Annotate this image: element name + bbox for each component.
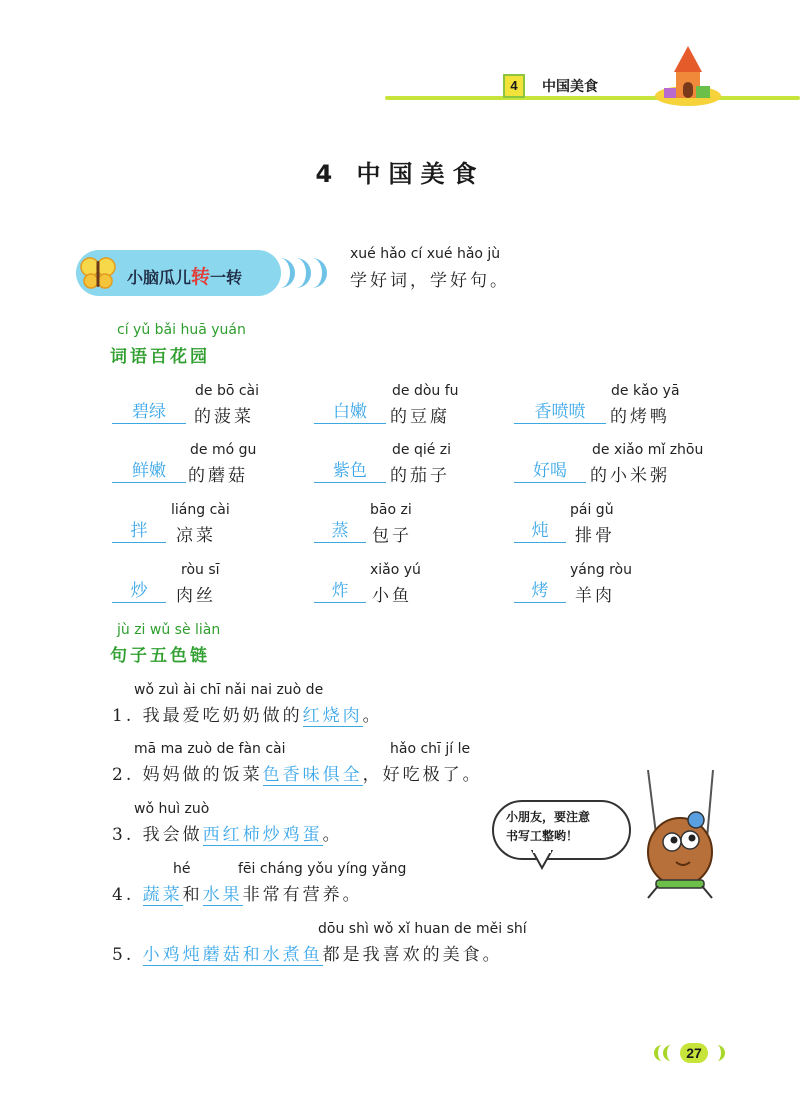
sentence-pinyin: mā ma zuò de fàn cài (134, 741, 286, 757)
sentence-text: 妈妈做的饭菜 (142, 765, 263, 785)
sentence-answer[interactable]: 色香味俱全 (262, 765, 363, 785)
banner-label-highlight: 转 (191, 266, 211, 288)
banner-label-part2: 一转 (210, 268, 243, 287)
word-blank[interactable]: 蒸 (314, 520, 366, 543)
word-blank[interactable]: 炖 (514, 520, 566, 543)
word-blank[interactable]: 烤 (514, 580, 566, 603)
word-blank[interactable]: 碧绿 (112, 401, 186, 424)
swing-character-icon (628, 770, 728, 900)
sentence-pinyin: wǒ huì zuò (134, 801, 210, 817)
word-text: 的豆腐 (390, 407, 450, 427)
word-blank[interactable]: 拌 (112, 520, 166, 543)
sentence-number: 5. (112, 945, 135, 965)
sentence-text: 我会做 (142, 825, 203, 845)
sentence-answer[interactable]: 西红柿炒鸡蛋 (202, 825, 323, 845)
section1-pinyin: cí yǔ bǎi huā yuán (117, 322, 246, 338)
word-text: 的蘑菇 (188, 466, 248, 486)
page-title: 4 中国美食 (315, 160, 485, 188)
section2-pinyin: jù zi wǔ sè liàn (117, 622, 221, 638)
word-text: 的烤鸭 (610, 407, 670, 427)
page-number: 27 (680, 1043, 708, 1063)
header-lesson-number: 4 (503, 74, 525, 98)
word-pinyin: xiǎo yú (370, 562, 421, 578)
pencil-house-icon (652, 44, 724, 108)
word-text: 的茄子 (390, 466, 450, 486)
word-blank[interactable]: 香喷喷 (514, 401, 606, 424)
word-pinyin: yáng ròu (570, 562, 632, 578)
page-deco (714, 1045, 725, 1061)
sentence-4 (112, 880, 363, 905)
sentence-end: 。 (362, 706, 383, 726)
word-text: 的菠菜 (194, 407, 254, 427)
word-pinyin: bāo zi (370, 502, 412, 518)
sentence-end: 非常有营养。 (242, 885, 363, 905)
header-rule (385, 96, 800, 100)
word-blank[interactable]: 好喝 (514, 460, 586, 483)
word-pinyin: ròu sī (181, 562, 220, 578)
sentence-end: 。 (322, 825, 343, 845)
word-pinyin: liáng cài (171, 502, 230, 518)
word-text: 小鱼 (372, 586, 412, 606)
sentence-text: 和 (182, 885, 203, 905)
word-blank[interactable]: 炸 (314, 580, 366, 603)
sentence-5 (112, 940, 503, 965)
sentence-answer[interactable]: 小鸡炖蘑菇和水煮鱼 (142, 945, 323, 965)
word-pinyin: de mó gu (190, 442, 257, 458)
banner-pinyin: xué hǎo cí xué hǎo jù (350, 246, 501, 262)
page-deco (663, 1045, 674, 1061)
sentence-3 (112, 820, 343, 845)
sentence-text: 我最爱吃奶奶做的 (142, 706, 303, 726)
word-blank[interactable]: 白嫩 (314, 401, 386, 424)
word-text: 排骨 (575, 526, 615, 546)
speech-bubble-text (506, 808, 626, 846)
word-blank[interactable]: 紫色 (314, 460, 386, 483)
speech-bubble-tail (528, 850, 558, 870)
word-text: 凉菜 (176, 526, 216, 546)
sentence-pinyin: fēi cháng yǒu yíng yǎng (238, 861, 407, 877)
sentence-answer[interactable]: 蔬菜 (142, 885, 183, 905)
word-pinyin: pái gǔ (570, 502, 614, 518)
sentence-number: 4. (112, 885, 135, 905)
header-lesson-title: 中国美食 (542, 78, 598, 94)
section1-title: 词语百花园 (110, 347, 210, 367)
sentence-pinyin: hǎo chī jí le (390, 741, 471, 757)
word-text: 肉丝 (176, 586, 216, 606)
word-pinyin: de kǎo yā (611, 383, 680, 399)
speech-bubble-line2: 书写工整哟！ (506, 829, 579, 843)
sentence-2 (112, 760, 483, 785)
word-text: 的小米粥 (590, 466, 670, 486)
word-pinyin: de bō cài (195, 383, 260, 399)
speech-bubble-line1: 小朋友，要注意 (506, 810, 591, 824)
word-blank[interactable]: 鲜嫩 (112, 460, 186, 483)
word-text: 包子 (372, 526, 412, 546)
sentence-pinyin: hé (173, 861, 191, 877)
sentence-end: 都是我喜欢的美食。 (322, 945, 503, 965)
banner-label-part1: 小脑瓜儿 (127, 268, 192, 287)
sentence-number: 1. (112, 706, 135, 726)
sentence-end: ，好吃极了。 (362, 765, 483, 785)
word-pinyin: de dòu fu (392, 383, 459, 399)
banner-label (127, 262, 242, 289)
sentence-answer[interactable]: 红烧肉 (302, 706, 363, 726)
word-pinyin: de xiǎo mǐ zhōu (592, 442, 704, 458)
banner-chevron (308, 258, 327, 288)
sentence-answer[interactable]: 水果 (202, 885, 243, 905)
section2-title: 句子五色链 (110, 646, 210, 666)
sentence-pinyin: wǒ zuì ài chī nǎi nai zuò de (134, 682, 324, 698)
sentence-number: 2. (112, 765, 135, 785)
banner-instruction: 学好词，学好句。 (350, 271, 510, 291)
word-blank[interactable]: 炒 (112, 580, 166, 603)
word-text: 羊肉 (575, 586, 615, 606)
sentence-number: 3. (112, 825, 135, 845)
butterfly-icon (80, 255, 116, 291)
word-pinyin: de qié zi (392, 442, 452, 458)
sentence-1 (112, 701, 383, 726)
sentence-pinyin: dōu shì wǒ xǐ huan de měi shí (318, 921, 527, 937)
